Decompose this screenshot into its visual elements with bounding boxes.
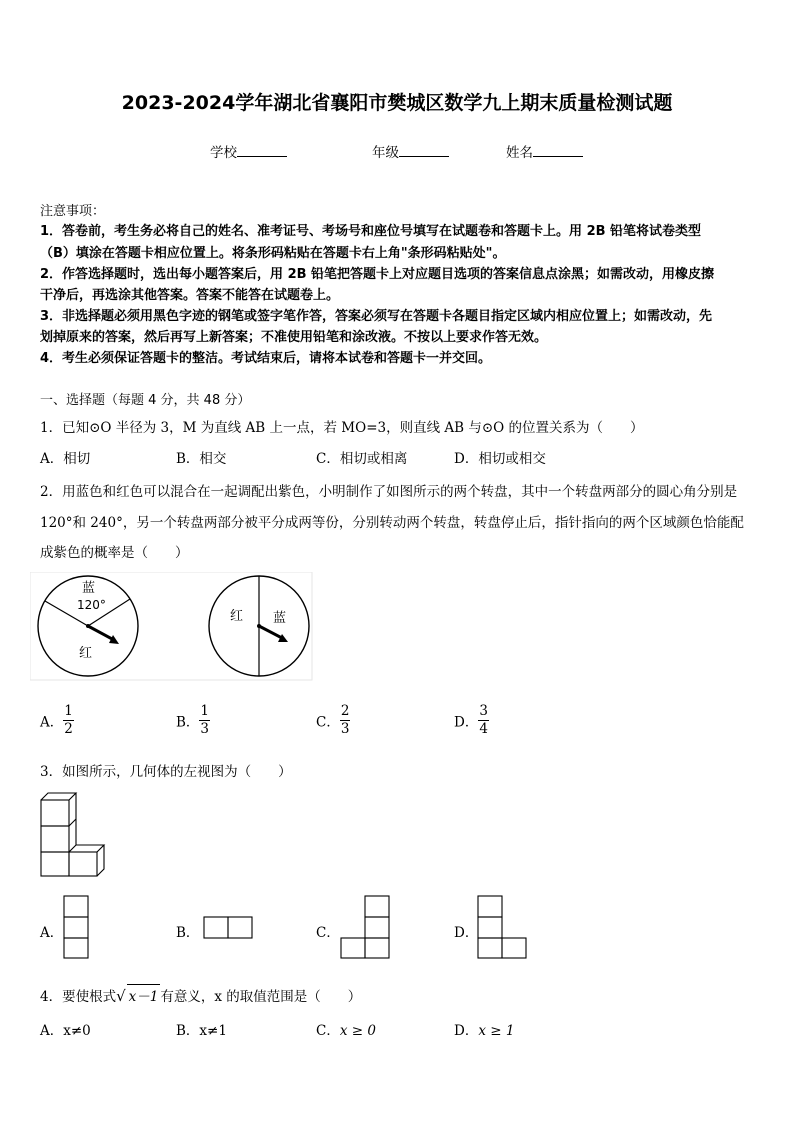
notice-line: 2．作答选择题时，选出每小题答案后，用 2B 铅笔把答题卡上对应题目选项的答案信息点涂黑；如需改动，用橡皮擦	[40, 267, 715, 282]
radicand: x－1	[127, 984, 161, 1005]
school-field[interactable]	[210, 141, 287, 161]
spinner2-blue-label: 蓝	[273, 611, 287, 626]
q1-option-a[interactable]: A．相切	[40, 451, 91, 467]
q2-option-c[interactable]: C． $\frac{2}{3}$	[316, 703, 350, 737]
q1-option-b[interactable]: B．相交	[176, 451, 227, 467]
notice-line: 干净后，再选涂其他答案。答案不能答在试题卷上。	[40, 288, 340, 303]
name-field[interactable]	[506, 141, 583, 161]
q1-option-d[interactable]: D．相切或相交	[454, 451, 546, 467]
q3-option-b[interactable]: B．	[176, 925, 200, 941]
spinner1-red-label: 红	[79, 646, 93, 661]
spinner1-angle-label: 120°	[77, 598, 106, 612]
question-1-text: 1．已知⊙O 半径为 3，M 为直线 AB 上一点，若 MO=3，则直线 AB 与⊙O 的位置关系为（ ）	[40, 420, 644, 436]
q3-option-d-figure[interactable]	[476, 894, 530, 960]
spinners-figure	[30, 572, 320, 682]
q3-option-d[interactable]: D．	[454, 925, 479, 941]
q4-option-c[interactable]: C．x ≥ 0	[316, 1023, 376, 1039]
notice-line: 4．考生必须保证答题卡的整洁。考试结束后，请将本试卷和答题卡一并交回。	[40, 351, 492, 366]
q4-option-a[interactable]: A．x≠0	[40, 1023, 91, 1039]
solid-3d-figure	[36, 788, 108, 880]
section-heading: 一、选择题（每题 4 分，共 48 分）	[40, 393, 251, 408]
spinner-1	[38, 576, 138, 676]
notice-line: 划掉原来的答案，然后再写上新答案；不准使用铅笔和涂改液。不按以上要求作答无效。	[40, 330, 548, 345]
page-title: 2023-2024学年湖北省襄阳市樊城区数学九上期末质量检测试题	[121, 92, 673, 114]
q2-option-d[interactable]: D． $\frac{3}{4}$	[454, 703, 488, 737]
notice-line: （B）填涂在答题卡相应位置上。将条形码粘贴在答题卡右上角"条形码粘贴处"。	[40, 246, 506, 261]
q2-option-b[interactable]: B． $\frac{1}{3}$	[176, 703, 210, 737]
school-label: 学校	[210, 145, 237, 161]
q3-option-c[interactable]: C．	[316, 925, 340, 941]
spinner1-blue-label: 蓝	[82, 581, 96, 596]
question-3-text: 3．如图所示，几何体的左视图为（ ）	[40, 764, 292, 780]
q1-option-c[interactable]: C．相切或相离	[316, 451, 408, 467]
q4-option-b[interactable]: B．x≠1	[176, 1023, 227, 1039]
notice-heading: 注意事项：	[40, 204, 106, 219]
name-label: 姓名	[506, 145, 533, 161]
notice-line: 1．答卷前，考生务必将自己的姓名、准考证号、考场号和座位号填写在试题卷和答题卡上。用 2B 铅笔将试卷类型	[40, 224, 702, 239]
q3-option-b-figure[interactable]	[202, 915, 256, 941]
question-4-text: 4．要使根式√ x－1 有意义，x 的取值范围是（ ）	[40, 984, 361, 1005]
grade-field[interactable]	[372, 141, 449, 161]
q3-option-a[interactable]: A．	[40, 925, 64, 941]
spinner2-red-label: 红	[230, 609, 244, 624]
q2-option-a[interactable]: A． $\frac{1}{2}$	[40, 703, 73, 737]
q3-option-a-figure[interactable]	[62, 894, 90, 960]
question-2-line: 2．用蓝色和红色可以混合在一起调配出紫色，小明制作了如图所示的两个转盘，其中一个转盘两部分的圆心角分别是	[40, 484, 738, 500]
question-2-line: 120°和 240°，另一个转盘两部分被平分成两等份，分别转动两个转盘，转盘停止后，指针指向的两个区域颜色恰能配	[40, 515, 744, 531]
q3-option-c-figure[interactable]	[339, 894, 393, 960]
sqrt-icon: √	[116, 987, 126, 1005]
question-2-line: 成紫色的概率是（ ）	[40, 545, 189, 561]
q4-option-d[interactable]: D．x ≥ 1	[454, 1023, 515, 1039]
grade-label: 年级	[372, 145, 399, 161]
spinner-2	[209, 576, 309, 676]
notice-line: 3．非选择题必须用黑色字迹的钢笔或签字笔作答，答案必须写在答题卡各题目指定区域内相应位置上；如需改动，先	[40, 309, 713, 324]
